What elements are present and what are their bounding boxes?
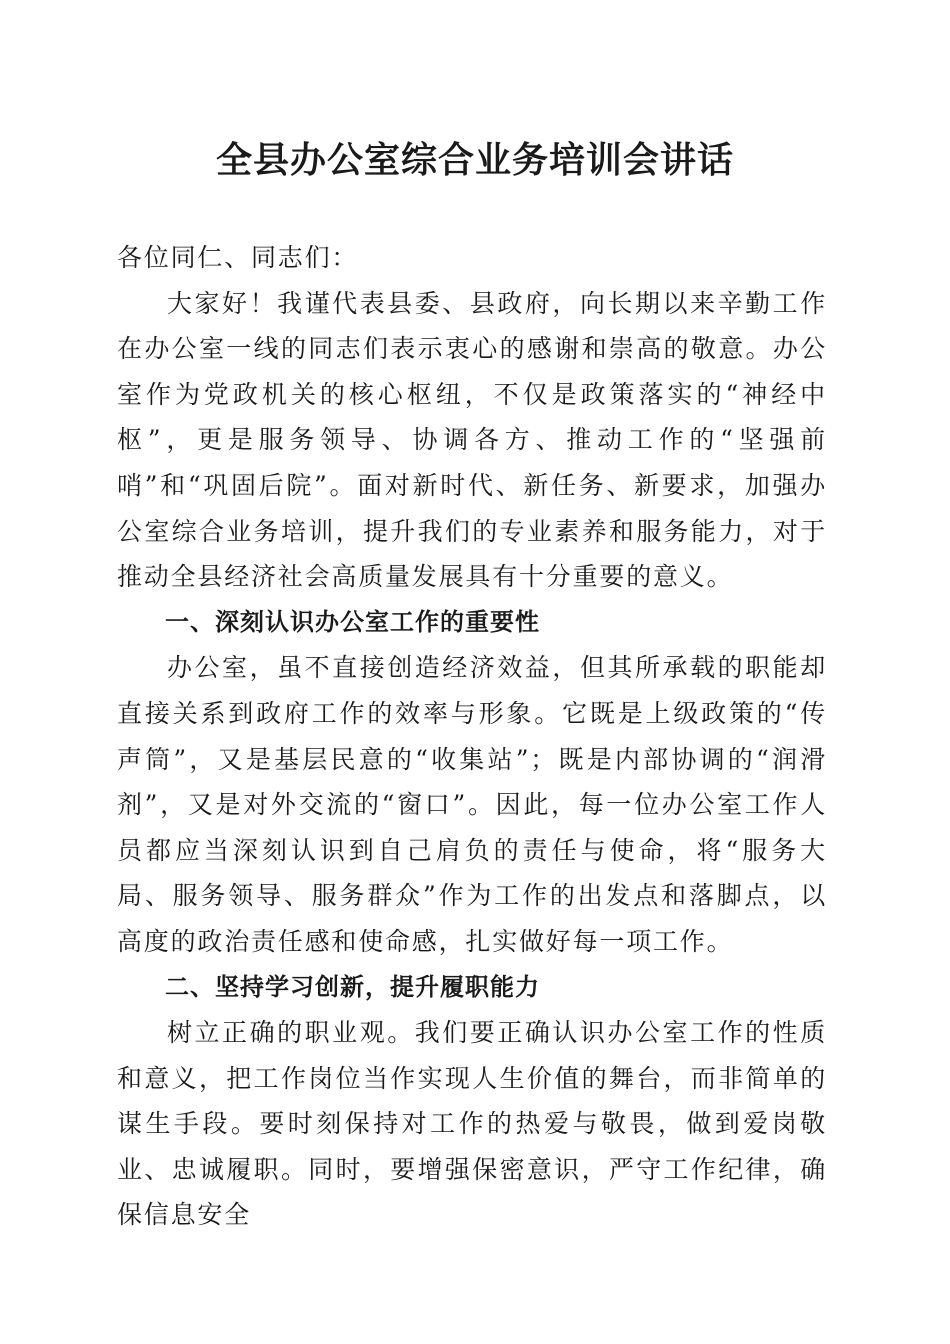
page-title: 全县办公室综合业务培训会讲话 — [215, 139, 734, 181]
intro-paragraph: 大家好！我谨代表县委、县政府，向长期以来辛勤工作在办公室一线的同志们表示衷心的感谢和崇高的敬意。办公室作为党政机关的核心枢纽，不仅是政策落实的“神经中枢”，更是服务领导、协调各方、推动工作的“坚强前哨”和“巩固后院”。面对新时代、新任务、新要求，加强办公室综合业务培训，提升我们的专业素养和服务能力，对于推动全县经济社会高质量发展具有十分重要的意义。 — [117, 288, 827, 592]
salutation: 各位同仁、同志们： — [117, 243, 359, 272]
section-body-1: 办公室，虽不直接创造经济效益，但其所承载的职能却直接关系到政府工作的效率与形象。它既是上级政策的“传声筒”，又是基层民意的“收集站”；既是内部协调的“润滑剂”，又是对外交流的“窗口”。因此，每一位办公室工作人员都应当深刻认识到自己肩负的责任与使命，将“服务大局、服务领导、服务群众”作为工作的出发点和落脚点，以高度的政治责任感和使命感，扎实做好每一项工作。 — [117, 653, 827, 956]
section-body-2: 树立正确的职业观。我们要正确认识办公室工作的性质和意义，把工作岗位当作实现人生价值的舞台，而非简单的谋生手段。要时刻保持对工作的热爱与敬畏，做到爱岗敬业、忠诚履职。同时，要增强保密意识，严守工作纪律，确保信息安全 — [117, 1018, 827, 1230]
document-body — [117, 235, 827, 1238]
section-heading-1: 一、深刻认识办公室工作的重要性 — [165, 607, 540, 636]
section-heading-2: 二、坚持学习创新，提升履职能力 — [165, 972, 540, 1001]
